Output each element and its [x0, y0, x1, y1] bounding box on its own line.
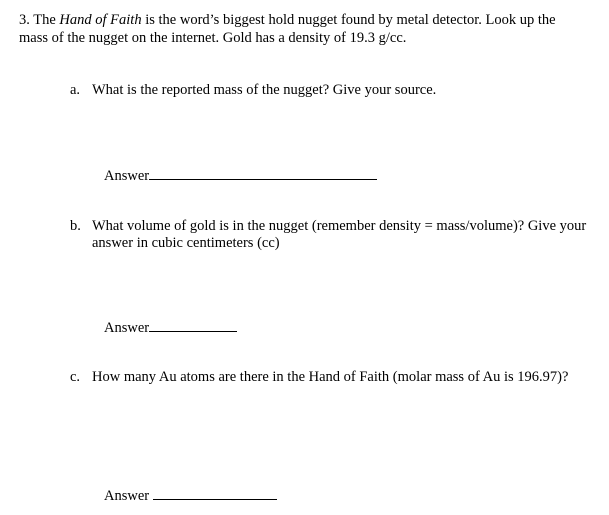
part-a-text: What is the reported mass of the nugget? Give your source.	[92, 82, 437, 98]
answer-line[interactable]	[149, 166, 377, 180]
part-c-letter: c.	[70, 369, 81, 385]
part-b-answer	[104, 318, 237, 337]
intro-after: is the word’s biggest hold nugget found by metal detector. Look up the	[145, 12, 556, 28]
part-a-answer	[104, 166, 377, 185]
part-b-text-line2: answer in cubic centimeters (cc)	[92, 235, 280, 251]
answer-line[interactable]	[149, 318, 237, 332]
answer-label: Answer	[104, 168, 150, 184]
intro-before: The	[33, 12, 56, 28]
part-c-answer	[104, 486, 277, 505]
nugget-title: Hand of Faith	[59, 12, 142, 28]
question-number: 3.	[19, 12, 30, 28]
answer-label: Answer	[104, 320, 150, 336]
part-b-text-line1: What volume of gold is in the nugget (remember density = mass/volume)? Give your	[92, 218, 587, 234]
question-intro-line1	[19, 12, 556, 29]
part-a-letter: a.	[70, 82, 81, 98]
part-c-text: How many Au atoms are there in the Hand of Faith (molar mass of Au is 196.97)?	[92, 369, 569, 385]
answer-line[interactable]	[153, 486, 277, 500]
part-b-letter: b.	[70, 218, 81, 234]
question-intro-line2: mass of the nugget on the internet. Gold has a density of 19.3 g/cc.	[19, 30, 407, 46]
answer-label: Answer	[104, 488, 150, 504]
